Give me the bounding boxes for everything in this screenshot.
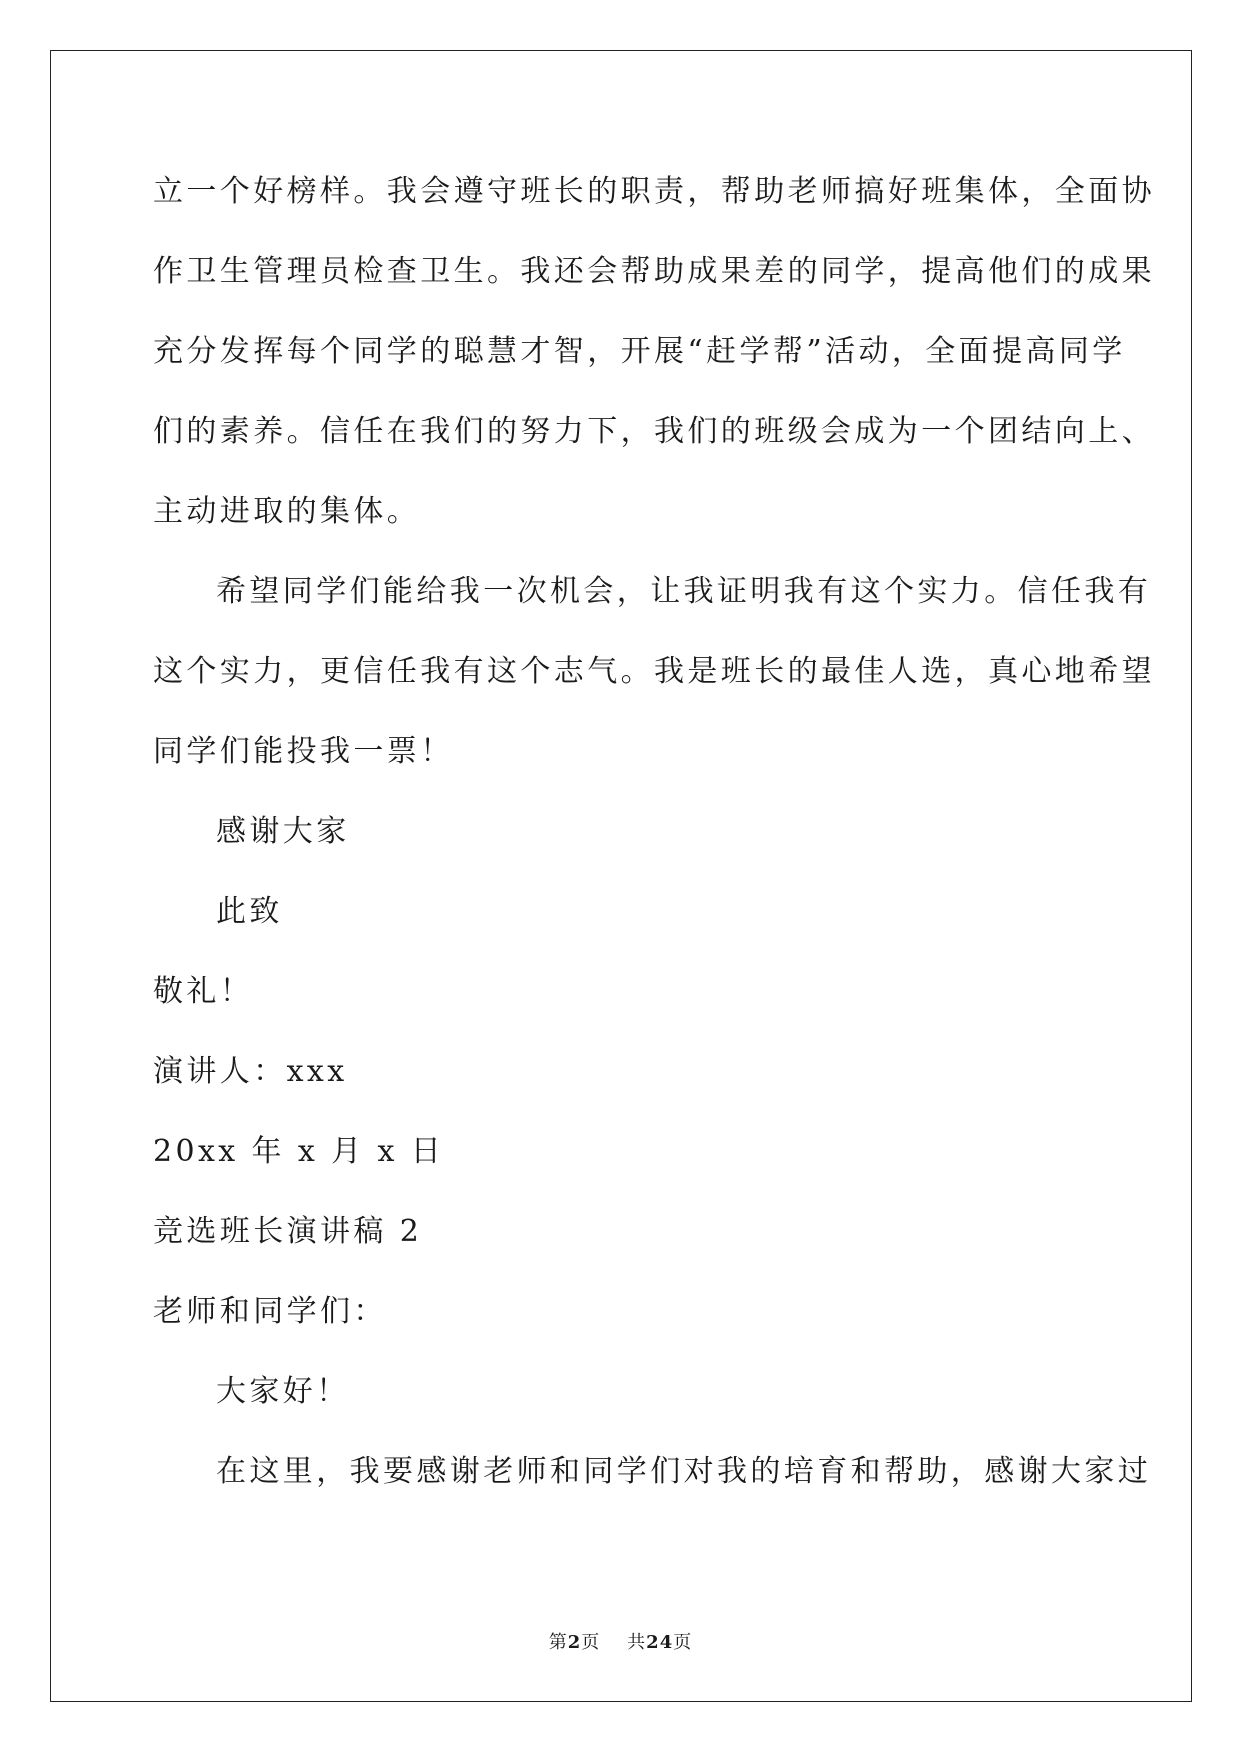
footer-total-prefix: 共 <box>627 1632 647 1653</box>
closing-salutation: 此致 <box>216 894 283 929</box>
footer-page-suffix: 页 <box>581 1632 601 1653</box>
body-line: 们的素养。信任在我们的努力下，我们的班级会成为一个团结向上、 <box>153 414 1155 449</box>
date-line: 20xx 年 x 月 x 日 <box>153 1134 445 1169</box>
body-line: 同学们能投我一票！ <box>153 734 454 769</box>
footer-prefix: 第 <box>548 1632 568 1653</box>
speaker-line: 演讲人：xxx <box>153 1054 348 1089</box>
closing-regards: 敬礼！ <box>153 974 254 1009</box>
body-line: 这个实力，更信任我有这个志气。我是班长的最佳人选，真心地希望 <box>153 654 1155 689</box>
footer-total-suffix: 页 <box>673 1632 693 1653</box>
greeting-hello: 大家好！ <box>216 1374 350 1409</box>
footer-total-pages: 24 <box>646 1632 674 1653</box>
body-line: 在这里，我要感谢老师和同学们对我的培育和帮助，感谢大家过 <box>216 1454 1152 1489</box>
body-line: 立一个好榜样。我会遵守班长的职责，帮助老师搞好班集体，全面协 <box>153 174 1155 209</box>
body-line: 主动进取的集体。 <box>153 494 421 529</box>
body-line: 希望同学们能给我一次机会，让我证明我有这个实力。信任我有 <box>216 574 1152 609</box>
page-footer <box>0 1631 1241 1655</box>
section-title: 竞选班长演讲稿 2 <box>153 1214 423 1249</box>
greeting-audience: 老师和同学们： <box>153 1294 387 1329</box>
body-line: 充分发挥每个同学的聪慧才智，开展“赶学帮”活动，全面提高同学 <box>153 334 1126 369</box>
footer-page-number: 2 <box>567 1632 582 1653</box>
body-line: 作卫生管理员检查卫生。我还会帮助成果差的同学，提高他们的成果 <box>153 254 1155 289</box>
closing-thanks: 感谢大家 <box>216 814 350 849</box>
